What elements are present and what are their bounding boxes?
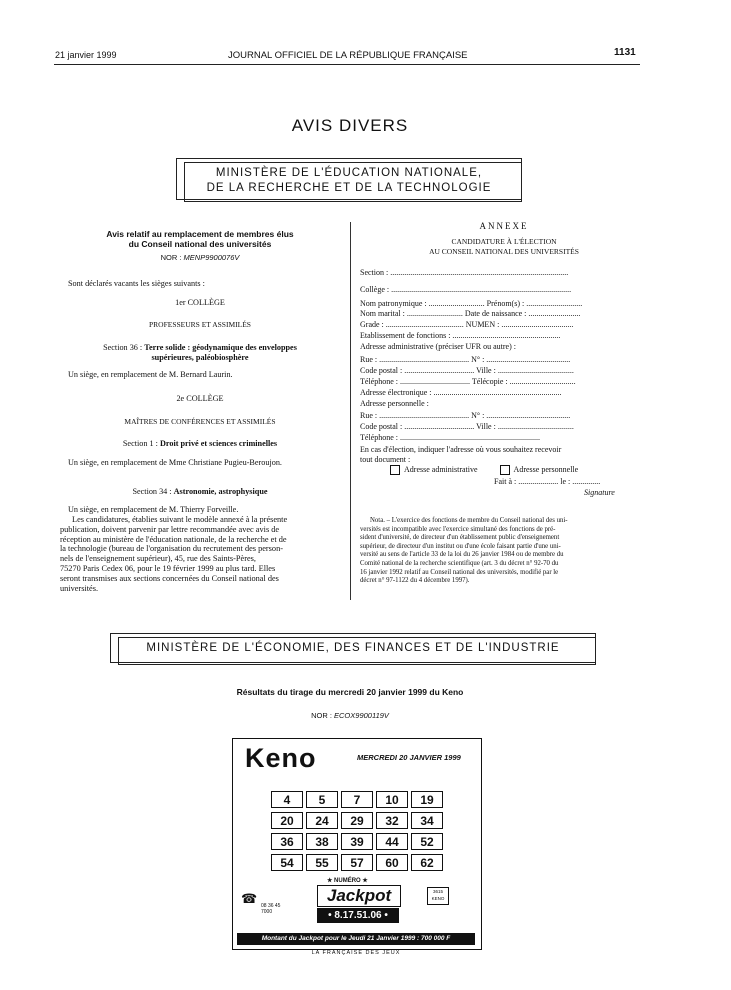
keno-number: 52 (411, 833, 443, 850)
college-2-subheading: MAÎTRES DE CONFÉRENCES ET ASSIMILÉS (124, 417, 276, 426)
keno-number: 57 (341, 854, 373, 871)
keno-number: 36 (271, 833, 303, 850)
keno-number: 39 (341, 833, 373, 850)
section-36-seat: Un siège, en remplacement de M. Bernard Laurin. (68, 370, 233, 379)
field-tout-document: tout document : (360, 455, 411, 464)
section-title: AVIS DIVERS (291, 116, 409, 135)
keno-number: 34 (411, 812, 443, 829)
college-1-subheading: PROFESSEURS ET ASSIMILÉS (149, 320, 251, 329)
keno-ticket (232, 738, 482, 950)
keno-number: 10 (376, 791, 408, 808)
field-section: Section : ......................................................................................... (360, 268, 569, 277)
jackpot-number: • 8.17.51.06 • (317, 908, 399, 923)
avis-intro: Sont déclarés vacants les sièges suivants : (68, 279, 205, 288)
annexe-subtitle-1: CANDIDATURE À L'ÉLECTION (451, 237, 557, 246)
field-adresse-admin-label: Adresse administrative (préciser UFR ou autre) : (360, 342, 516, 351)
keno-number: 24 (306, 812, 338, 829)
ministry-box-education (176, 158, 522, 200)
avis-paragraph: Les candidatures, établies suivant le modèle annexé à la présente publication, doivent parvenir par lettre recommandée avec avis de réception au ministère de l'éducation nationale, de la recherche et de la technologie (bureau de l'organisation du recrutement des person- nels de l'enseignement supérieur), 45, rue des Saints-Pères, 75270 Paris Cedex 06, pour le 19 février 1999 au plus tard. Elles seront transmises aux sections concernées du Conseil national des universités. (60, 515, 288, 593)
header-date: 21 janvier 1999 (55, 50, 117, 60)
avis-nor: NOR : MENP9900076V (160, 253, 240, 262)
keno-number: 54 (271, 854, 303, 871)
keno-brand: LA FRANÇAISE DES JEUX (311, 950, 401, 956)
header-rule (54, 64, 640, 65)
field-rue-admin: Rue : ............................................. N° : .......................................... (360, 355, 571, 364)
keno-number: 62 (411, 854, 443, 871)
jackpot-numero: ★ NUMÉRO ★ (327, 878, 368, 884)
section-1-heading: Section 1 : Droit privé et sciences criminelles (122, 439, 278, 448)
ministry-box-economie (110, 633, 596, 663)
section-34-heading: Section 34 : Astronomie, astrophysique (132, 487, 268, 496)
column-divider (350, 222, 351, 600)
ministry-economie-label: MINISTÈRE DE L'ÉCONOMIE, DES FINANCES ET DE L'INDUSTRIE (146, 642, 560, 654)
section-36-heading-cont: supérieures, paléobiosphère (151, 353, 249, 362)
section-34-seat: Un siège, en remplacement de M. Thierry Forveille. (68, 505, 239, 514)
keno-number: 32 (376, 812, 408, 829)
section-1-seat: Un siège, en remplacement de Mme Christiane Pugieu-Beroujon. (68, 458, 282, 467)
address-choice: Adresse administrative Adresse personnelle (390, 465, 674, 475)
signature-label: Signature (584, 488, 615, 497)
field-election-note: En cas d'élection, indiquer l'adresse où vous souhaitez recevoir (360, 445, 562, 454)
phone-icon: ☎ (241, 891, 258, 906)
field-nom-patronymique: Nom patronymique : ............................ Prénom(s) : ............................ (360, 299, 583, 308)
keno-number: 4 (271, 791, 303, 808)
ministry-line-1: MINISTÈRE DE L'ÉDUCATION NATIONALE, (215, 167, 483, 179)
keno-number: 55 (306, 854, 338, 871)
keno-draw-date: MERCREDI 20 JANVIER 1999 (357, 753, 461, 762)
ministry-line-2: DE LA RECHERCHE ET DE LA TECHNOLOGIE (206, 182, 492, 194)
field-etablissement: Etablissement de fonctions : ...................................................... (360, 331, 561, 340)
checkbox-perso[interactable] (500, 465, 510, 475)
header-page-number: 1131 (614, 47, 636, 58)
annexe-title: ANNEXE (479, 221, 529, 231)
annexe-nota: Nota. – L'exercice des fonctions de membre du Conseil national des uni- versités est incompatible avec l'exercice simultané des fonctions de pré- sident d'université, de directeur d'un établissement public d'enseignement supérieur, de directeur d'un institut ou d'une école faisant partie d'une uni- versité au sens de l'article 33 de la loi du 26 janvier 1984 ou de membre du Comité national de la recherche scientifique (art. 3 du décret n° 92-70 du 16 janvier 1992 relatif au Conseil national des universités, modifié par le décret n° 97-1122 du 4 décembre 1997). (360, 517, 568, 585)
avis-title-2: du Conseil national des universités (128, 239, 272, 249)
keno-number: 20 (271, 812, 303, 829)
college-1-heading: 1er COLLÈGE (175, 298, 225, 307)
field-adresse-perso-label: Adresse personnelle : (360, 399, 429, 408)
field-rue-perso: Rue : ............................................. N° : .......................................... (360, 411, 571, 420)
annexe-subtitle-2: AU CONSEIL NATIONAL DES UNIVERSITÉS (429, 247, 579, 256)
field-college: Collège : .......................................................................................... (360, 285, 572, 294)
keno-phone: 08 36 45 7000 (261, 903, 281, 915)
field-grade: Grade : ....................................... NUMEN : .................................... (360, 320, 574, 329)
college-2-heading: 2e COLLÈGE (176, 394, 224, 403)
keno-number: 19 (411, 791, 443, 808)
keno-number: 60 (376, 854, 408, 871)
keno-number: 29 (341, 812, 373, 829)
keno-article-nor: NOR : ECOX9900119V (311, 711, 389, 720)
field-telephone-perso: Téléphone : ...................................................................... (360, 433, 540, 442)
field-telephone-admin: Téléphone : ................................... Télécopie : ................................. (360, 377, 576, 386)
keno-number: 44 (376, 833, 408, 850)
keno-minitel: 3615 KENO (427, 887, 449, 905)
keno-number: 38 (306, 833, 338, 850)
field-code-postal-admin: Code postal : ................................... Ville : ...................................... (360, 366, 574, 375)
jackpot-amount-banner: Montant du Jackpot pour le Jeudi 21 Janvier 1999 : 700 000 F (237, 933, 475, 945)
jackpot-logo: Jackpot (317, 885, 401, 907)
avis-title-1: Avis relatif au remplacement de membres élus (106, 229, 294, 239)
keno-number: 7 (341, 791, 373, 808)
field-adresse-electronique: Adresse électronique : ................................................................ (360, 388, 562, 397)
fait-a-line: Fait à : .................... le : .............. (494, 477, 601, 486)
checkbox-admin[interactable] (390, 465, 400, 475)
field-nom-marital: Nom marital : ............................ Date de naissance : .......................... (360, 309, 581, 318)
header-journal: JOURNAL OFFICIEL DE LA RÉPUBLIQUE FRANÇAISE (228, 50, 468, 61)
keno-number: 5 (306, 791, 338, 808)
keno-logo: Keno (245, 743, 317, 773)
keno-article-title: Résultats du tirage du mercredi 20 janvier 1999 du Keno (236, 687, 464, 697)
field-code-postal-perso: Code postal : ................................... Ville : ...................................... (360, 422, 574, 431)
section-36-heading: Section 36 : Terre solide : géodynamique des enveloppes (103, 343, 297, 352)
